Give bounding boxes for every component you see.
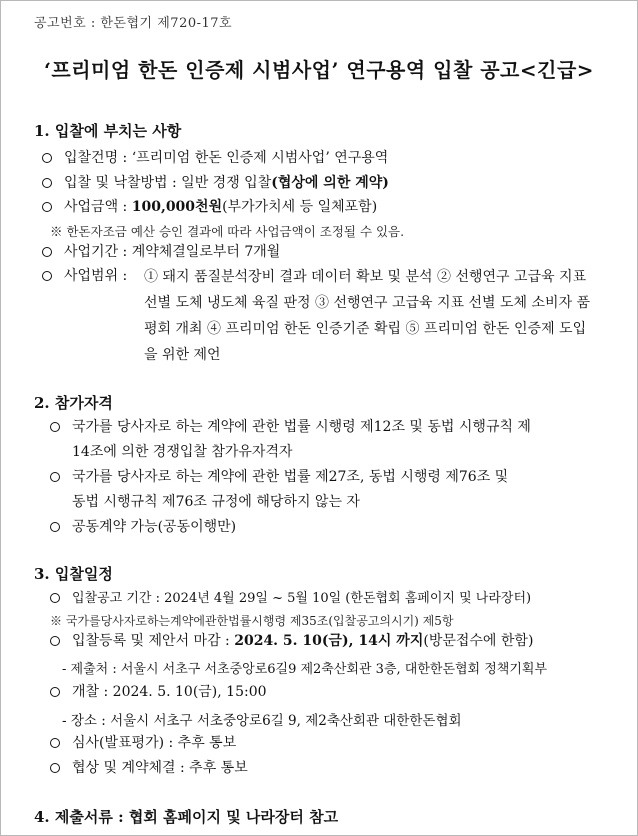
section-1-heading: 1. 입찰에 부치는 사항 xyxy=(34,122,182,140)
announce-note: ※ 국가를당사자로하는계약에관한법률시행령 제35조(입찰공고의시기) 제5항 xyxy=(50,614,454,628)
qualification-item-3: 공동계약 가능(공동이행만) xyxy=(50,515,236,540)
section-4-heading: 4. 제출서류 : 협회 홈페이지 및 나라장터 참고 xyxy=(34,808,339,826)
bullet-icon xyxy=(42,153,52,163)
qualification-item-1: 국가를 당사자로 하는 계약에 관한 법률 시행령 제12조 및 동법 시행규칙 제 14조에 의한 경쟁입찰 참가유자격자 xyxy=(50,415,531,465)
bullet-icon xyxy=(50,472,60,482)
contract-item: 협상 및 계약체결 : 추후 통보 xyxy=(50,756,248,781)
bullet-icon xyxy=(42,247,52,257)
scope-text: ① 돼지 품질분석장비 결과 데이터 확보 및 분석 ② 선행연구 고급육 지표 선별 도체 냉도체 육질 판정 ③ 선행연구 고급육 지표 선별 도체 소비자 품 평회 개최 ④ 프리미엄 한돈 인증기준 확립 ⑤ 프리미엄 한돈 인증제 도입 을 위한 제언 xyxy=(144,269,591,363)
bullet-icon xyxy=(50,522,60,532)
bullet-icon xyxy=(50,422,60,432)
section-2-heading: 2. 참가자격 xyxy=(34,394,113,412)
section-3-heading: 3. 입찰일정 xyxy=(34,565,113,583)
bullet-icon xyxy=(50,738,60,748)
registration-item: 입찰등록 및 제안서 마감 : 2024. 5. 10(금), 14시 까지(방문접수에 한함) xyxy=(50,629,533,654)
period-item: 사업기간 : 계약체결일로부터 7개월 xyxy=(42,240,280,265)
bullet-icon xyxy=(50,593,60,603)
bullet-icon xyxy=(42,271,52,281)
bullet-icon xyxy=(50,763,60,773)
opening-place: - 장소 : 서울시 서초구 서초중앙로6길 9, 제2축산회관 대한한돈협회 xyxy=(62,713,462,729)
review-item: 심사(발표평가) : 추후 통보 xyxy=(50,731,236,756)
opening-item: 개찰 : 2024. 5. 10(금), 15:00 xyxy=(50,680,267,705)
bid-name-item: 입찰건명 : ‘프리미엄 한돈 인증제 시범사업’ 연구용역 xyxy=(42,146,388,171)
budget-item: 사업금액 : 100,000천원(부가가치세 등 일체포함) xyxy=(42,195,377,220)
bullet-icon xyxy=(50,687,60,697)
budget-note: ※ 한돈자조금 예산 승인 결과에 따라 사업금액이 조정될 수 있음. xyxy=(50,224,405,239)
page-title: ‘프리미엄 한돈 인증제 시범사업’ 연구용역 입찰 공고<긴급> xyxy=(43,58,595,82)
notice-number: 공고번호 : 한돈협기 제720-17호 xyxy=(34,16,233,31)
submission-place: - 제출처 : 서울시 서초구 서초중앙로6길9 제2축산회관 3층, 대한한돈협회 정책기획부 xyxy=(62,662,548,677)
bullet-icon xyxy=(42,202,52,212)
announce-item: 입찰공고 기간 : 2024년 4월 29일 ~ 5월 10일 (한돈협회 홈페이지 및 나라장터) xyxy=(50,586,531,611)
bullet-icon xyxy=(50,636,60,646)
scope-item: 사업범위 : xyxy=(42,264,127,289)
bullet-icon xyxy=(42,178,52,188)
bid-method-item: 입찰 및 낙찰방법 : 일반 경쟁 입찰(협상에 의한 계약) xyxy=(42,171,389,196)
qualification-item-2: 국가를 당사자로 하는 계약에 관한 법률 제27조, 동법 시행령 제76조 및 동법 시행규칙 제76조 규정에 해당하지 않는 자 xyxy=(50,465,508,515)
